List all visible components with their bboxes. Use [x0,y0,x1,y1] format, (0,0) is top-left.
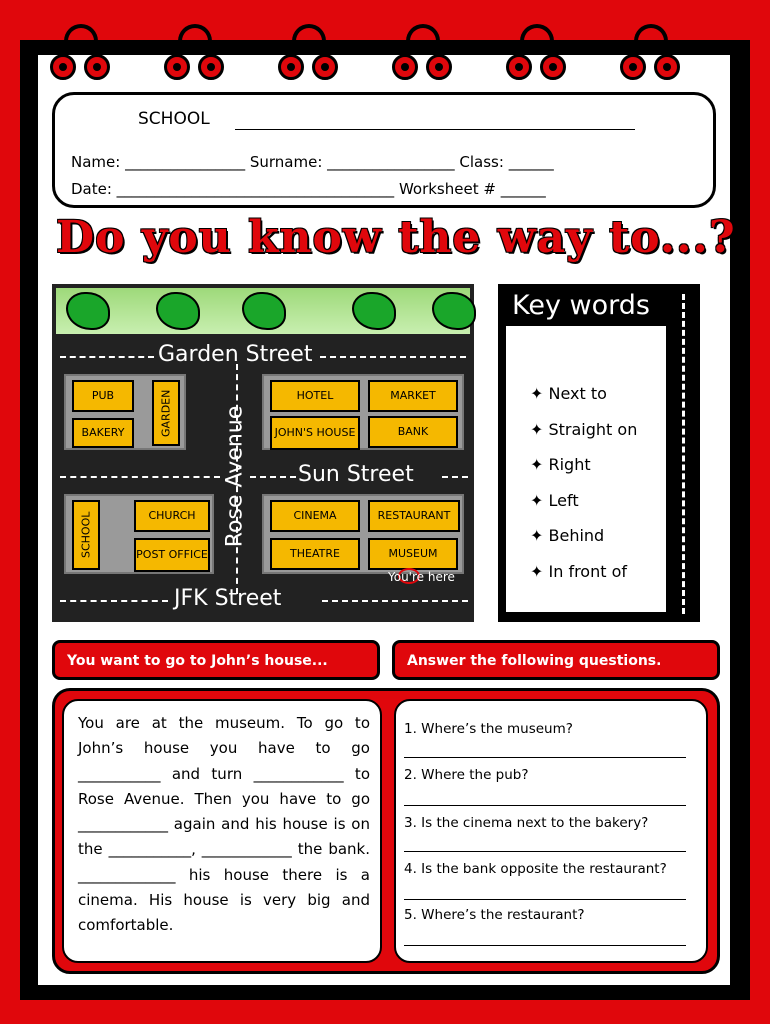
questions-box [394,699,708,963]
task-banner: You want to go to John’s house... [52,640,380,680]
bush-icon [156,292,200,330]
bush-icon [432,292,476,330]
city-block [262,374,464,450]
key-word-item: ✦ Right [530,455,591,474]
school-label: SCHOOL [138,109,210,129]
building-bank: BANK [368,416,458,448]
question-3: 3. Is the cinema next to the bakery? [404,815,649,831]
question-4: 4. Is the bank opposite the restaurant? [404,861,667,877]
student-info-box [52,92,716,208]
name-row[interactable]: Name: ________________ Surname: _________________ Class: ______ [71,153,554,171]
building-museum: MUSEUM [368,538,458,570]
city-block [262,494,464,574]
key-words-title: Key words [512,290,650,321]
answer-line[interactable] [404,757,686,758]
key-word-item: ✦ Straight on [530,419,638,439]
bush-icon [242,292,286,330]
hedge [56,288,470,334]
building-garden: GARDEN [152,380,180,446]
building-cinema: CINEMA [270,500,360,532]
bush-icon [66,292,110,330]
building-church: CHURCH [134,500,210,532]
building-hotel: HOTEL [270,380,360,412]
passage-text[interactable]: You are at the museum. To go to John’s house you have to go ___________ and turn ____________ to Rose Avenue. Then you have to go ____________ again and his house is on the ___________, ____________ the bank. _____________ his house there is a cinema. His house is very big and comfortable. [78,714,370,935]
question-5: 5. Where’s the restaurant? [404,907,585,923]
building-johns-house: JOHN'S HOUSE [270,416,360,450]
key-words-panel [498,284,700,622]
city-block [64,494,214,574]
building-school: SCHOOL [72,500,100,570]
key-word-item: ✦ Left [530,490,579,510]
building-bakery: BAKERY [72,418,134,448]
key-words-list [530,384,637,597]
answer-line[interactable] [404,945,686,946]
street-label-garden: Garden Street [158,342,313,367]
key-word-item: ✦ In front of [530,561,628,581]
building-theatre: THEATRE [270,538,360,570]
school-line[interactable] [235,129,635,130]
date-row[interactable]: Date: _____________________________________ Worksheet # ______ [71,180,546,198]
answer-line[interactable] [404,899,686,900]
page-title: Do you know the way to...? [56,212,736,263]
street-label-sun: Sun Street [298,462,414,487]
building-post-office: POST OFFICE [134,538,210,572]
key-word-item: ✦ Next to [530,384,607,403]
building-market: MARKET [368,380,458,412]
question-1: 1. Where’s the museum? [404,721,573,737]
answer-line[interactable] [404,805,686,806]
building-pub: PUB [72,380,134,412]
answer-line[interactable] [404,851,686,852]
key-word-item: ✦ Behind [530,526,605,545]
city-block [64,374,186,450]
building-restaurant: RESTAURANT [368,500,460,532]
questions-banner: Answer the following questions. [392,640,720,680]
question-2: 2. Where the pub? [404,767,529,783]
street-label-rose: Rose Avenue [222,405,248,548]
street-label-jfk: JFK Street [174,586,282,611]
passage-box [62,699,382,963]
bush-icon [352,292,396,330]
you-are-here-label: You're here [388,570,455,584]
